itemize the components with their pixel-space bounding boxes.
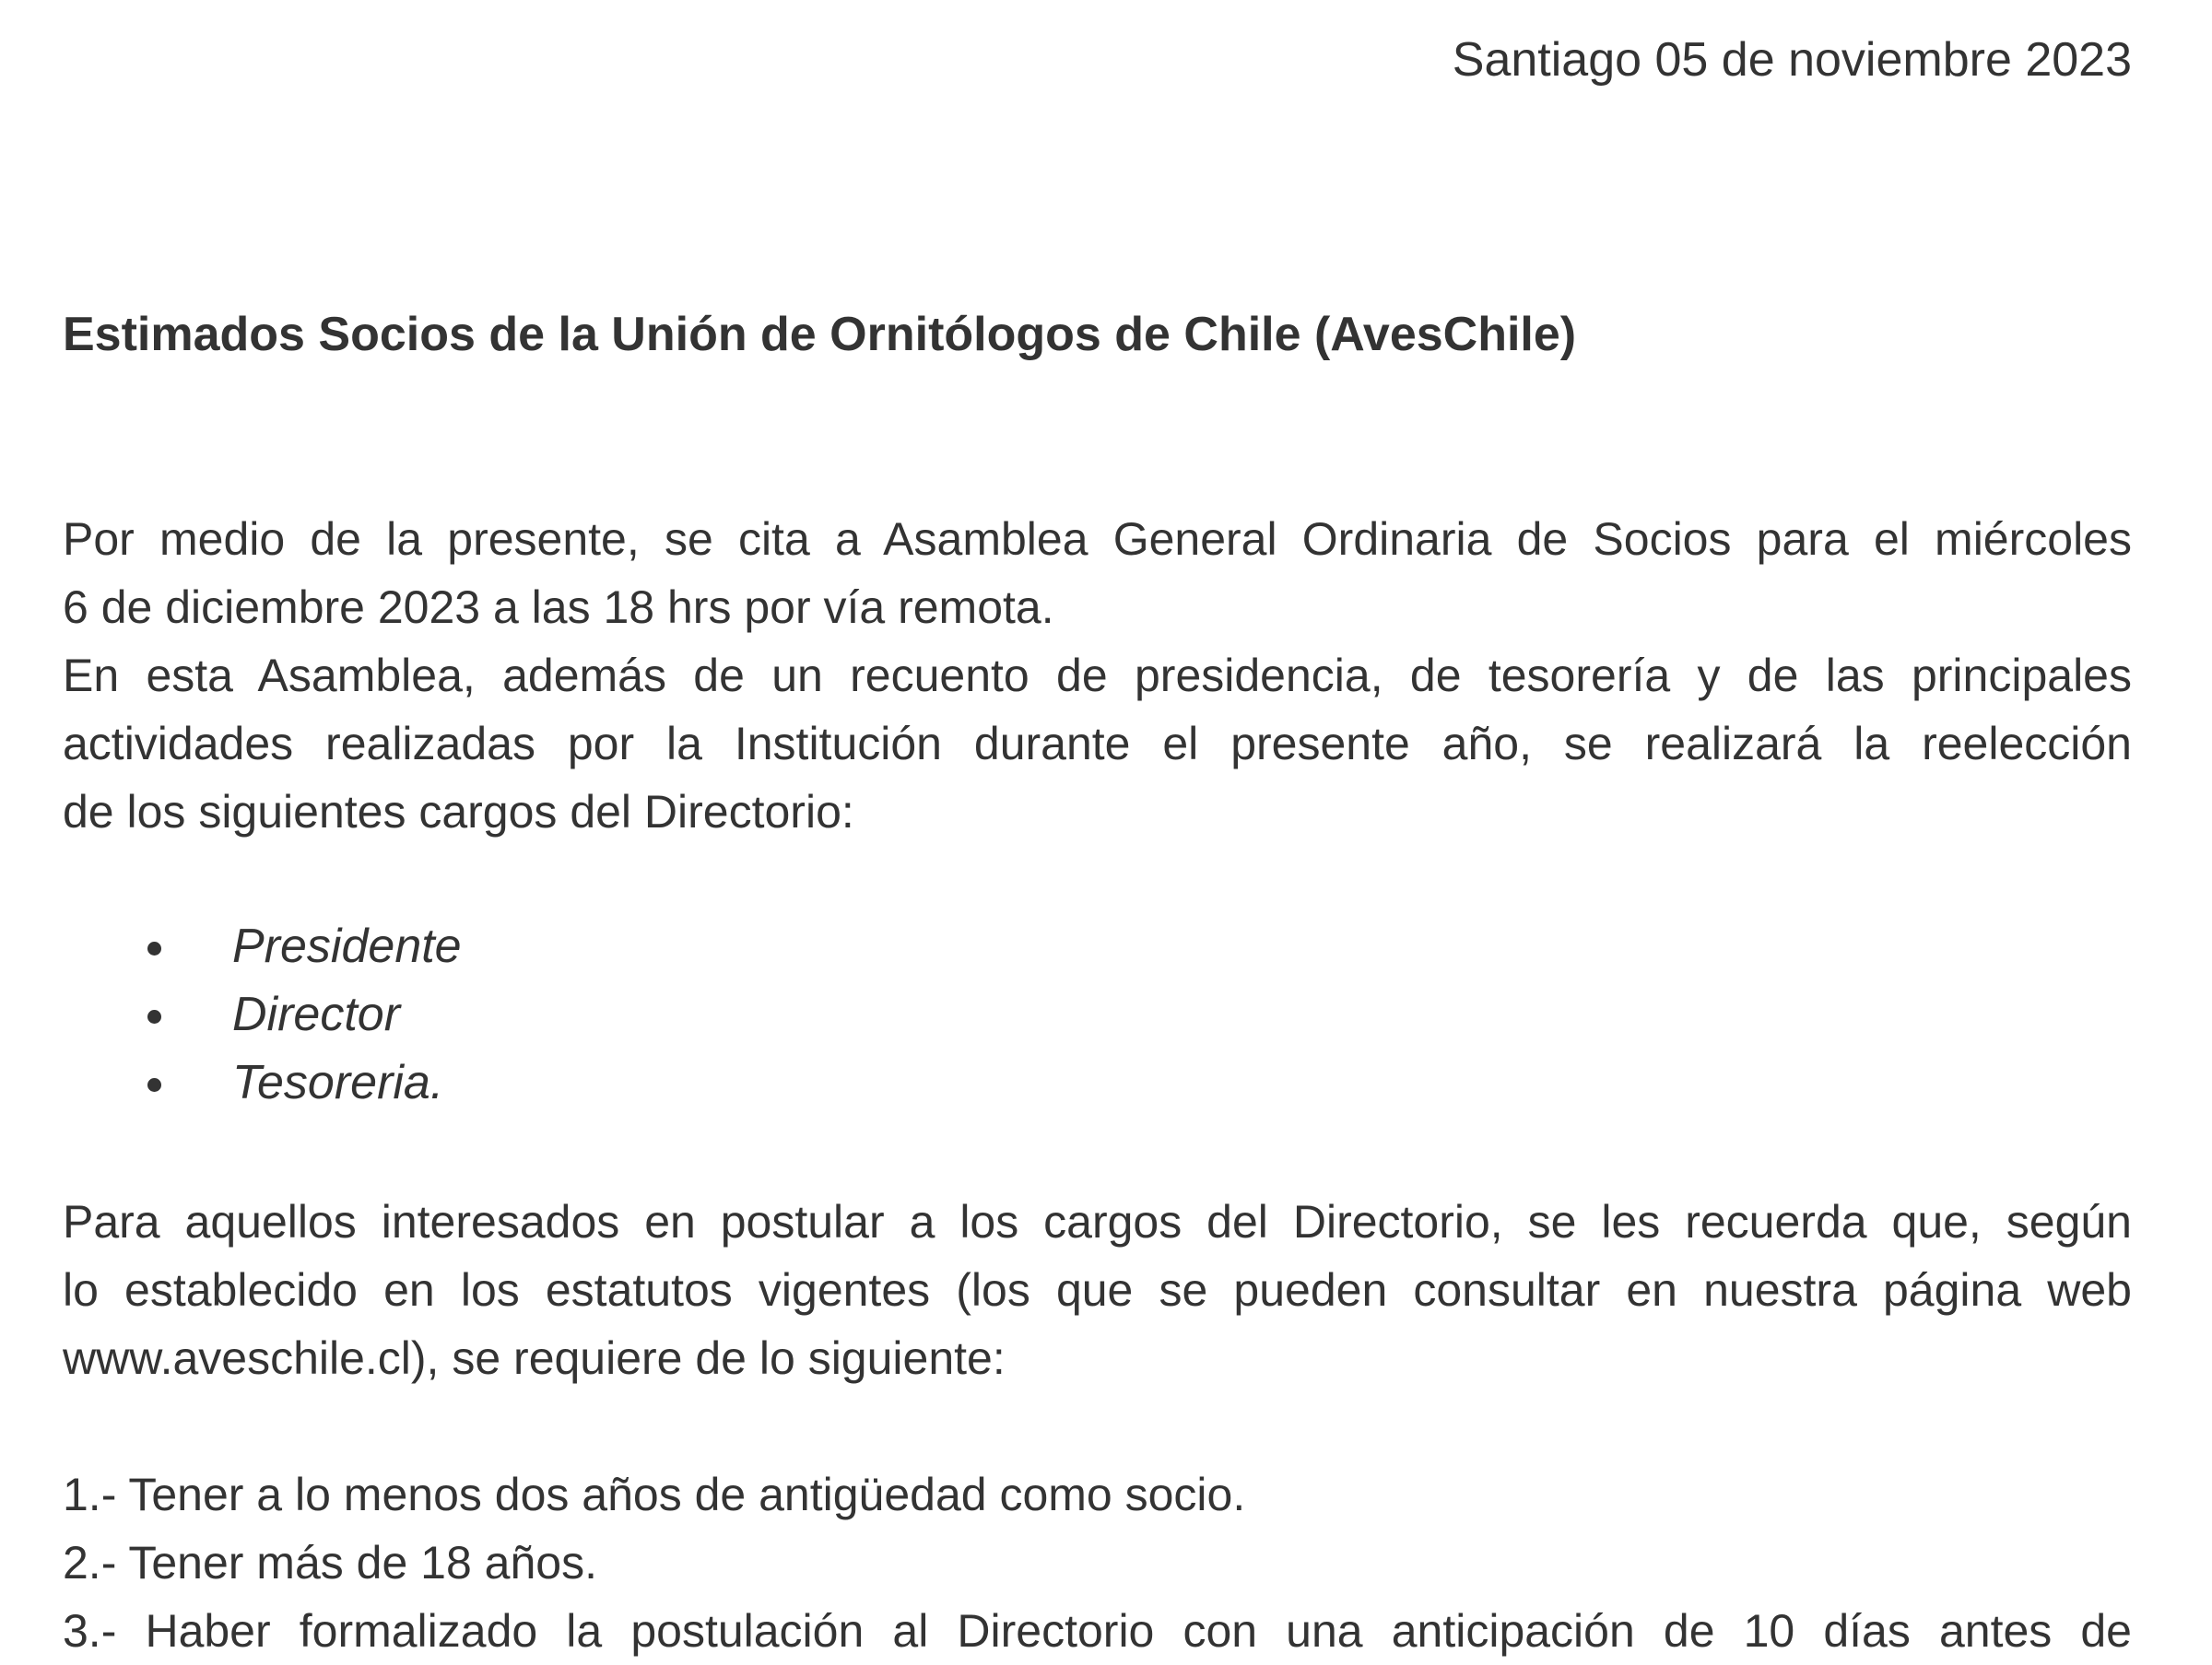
requirement-item: 3.- Haber formalizado la postulación al Directorio con una anticipación de 10 días antes de bbox=[63, 1605, 2132, 1657]
requirement-item: 2.- Tener más de 18 años. bbox=[63, 1537, 597, 1589]
positions-list bbox=[63, 912, 462, 1117]
paragraph-line: Para aquellos interesados en postular a los cargos del Directorio, se les recuerda que, según bbox=[63, 1196, 2132, 1248]
letter-date: Santiago 05 de noviembre 2023 bbox=[1452, 33, 2132, 87]
requirements-intro-paragraph bbox=[63, 1188, 2132, 1392]
list-item bbox=[63, 912, 462, 980]
bullet-icon bbox=[147, 1010, 161, 1024]
bullet-icon bbox=[147, 1078, 161, 1092]
paragraph-line: de los siguientes cargos del Directorio: bbox=[63, 786, 854, 838]
paragraph-line: actividades realizadas por la Institución durante el presente año, se realizará la reelección bbox=[63, 718, 2132, 769]
position-label: Director bbox=[232, 988, 401, 1041]
bullet-icon bbox=[147, 942, 161, 956]
intro-paragraph bbox=[63, 505, 2132, 846]
requirements-list bbox=[63, 1460, 2132, 1665]
requirement-item: 1.- Tener a lo menos dos años de antigüedad como socio. bbox=[63, 1469, 1246, 1520]
paragraph-line: lo establecido en los estatutos vigentes (los que se pueden consultar en nuestra página web bbox=[63, 1264, 2132, 1316]
paragraph-line: www.aveschile.cl), se requiere de lo siguiente: bbox=[63, 1332, 1006, 1384]
letter-salutation: Estimados Socios de la Unión de Ornitólogos de Chile (AvesChile) bbox=[63, 308, 1577, 361]
paragraph-line: En esta Asamblea, además de un recuento de presidencia, de tesorería y de las principales bbox=[63, 650, 2132, 701]
list-item bbox=[63, 1049, 462, 1117]
paragraph-line: 6 de diciembre 2023 a las 18 hrs por vía remota. bbox=[63, 581, 1054, 633]
position-label: Tesoreria. bbox=[232, 1056, 444, 1109]
list-item bbox=[63, 980, 462, 1049]
paragraph-line: Por medio de la presente, se cita a Asamblea General Ordinaria de Socios para el miércoles bbox=[63, 513, 2132, 565]
position-label: Presidente bbox=[232, 920, 462, 973]
